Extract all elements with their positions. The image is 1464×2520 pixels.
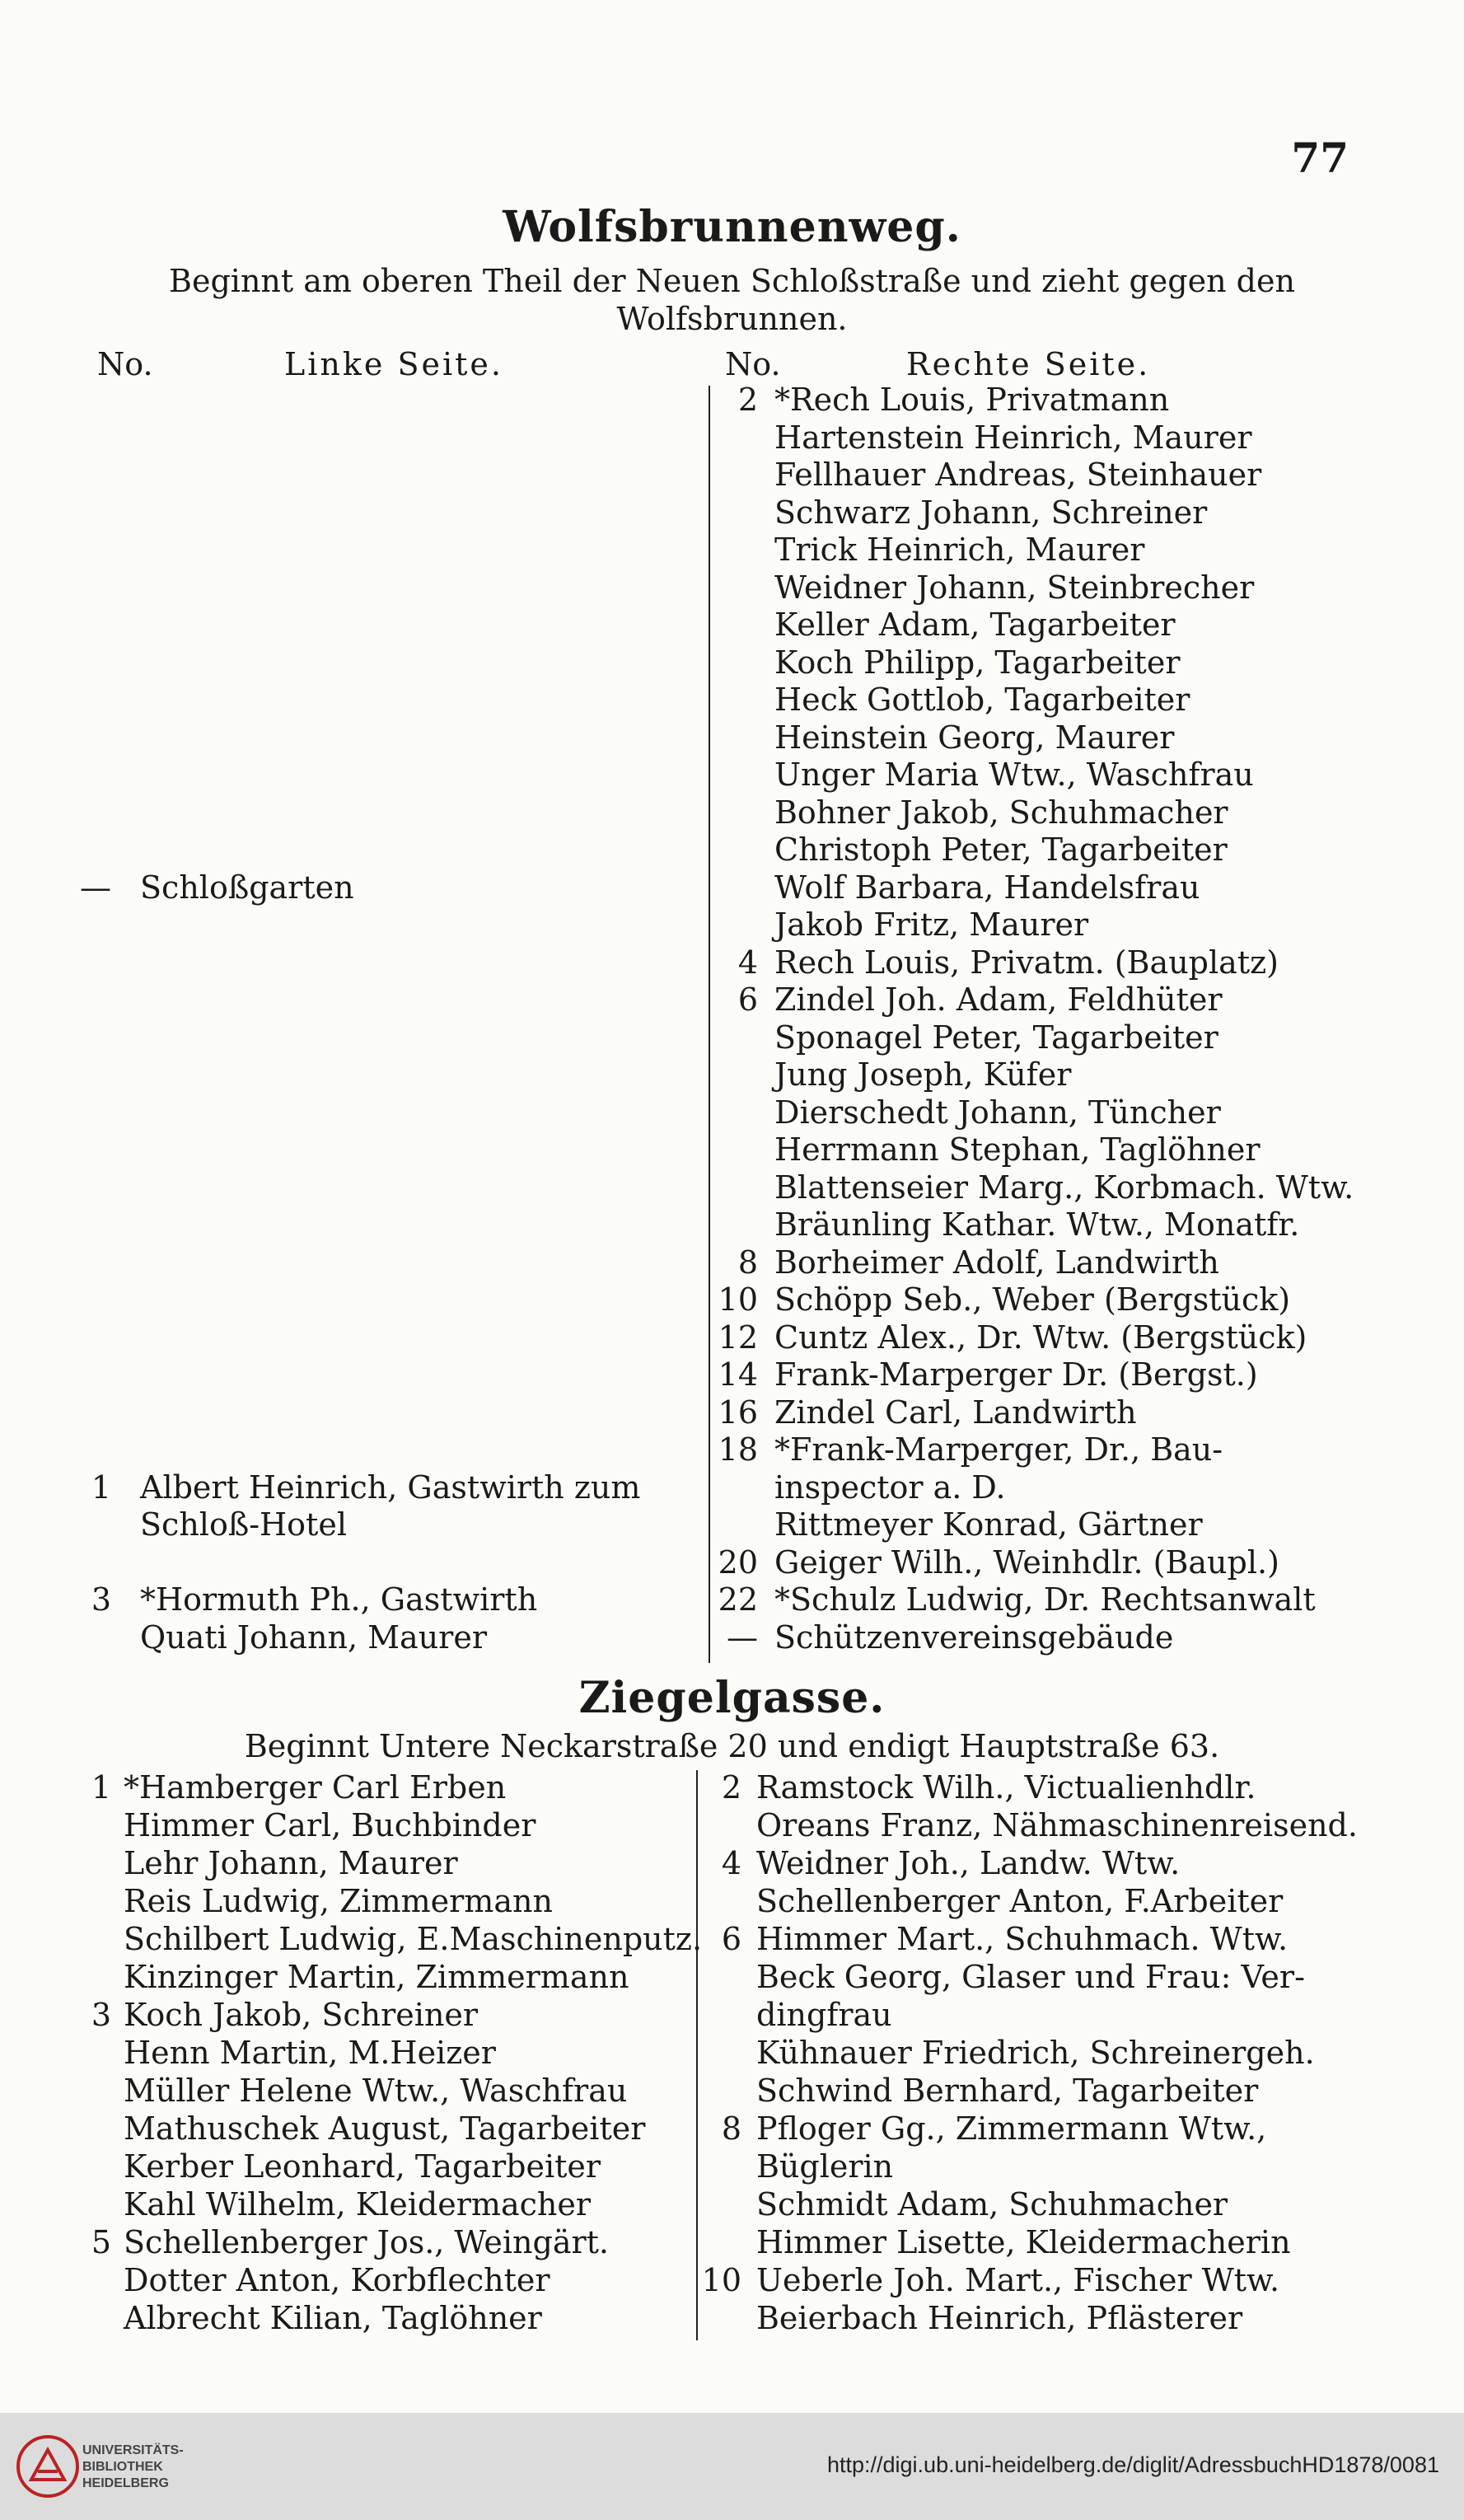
- resident-entry: *Rech Louis, Privatmann: [774, 382, 1170, 418]
- resident-entry: Lehr Johann, Maurer: [124, 1845, 458, 1881]
- house-number: 3: [91, 1581, 111, 1618]
- resident-entry: inspector a. D.: [774, 1468, 1006, 1506]
- house-number: [700, 1882, 741, 1920]
- house-number: [700, 2223, 741, 2261]
- resident-entry: Schloßgarten: [140, 869, 354, 906]
- house-number: [700, 2034, 741, 2072]
- house-number: [717, 831, 758, 869]
- house-number: [700, 2072, 741, 2110]
- house-number: —: [80, 869, 111, 906]
- house-number: [717, 456, 758, 494]
- resident-entry: *Frank-Marperger, Dr., Bau-: [774, 1431, 1223, 1468]
- house-number: [700, 1996, 741, 2034]
- house-number: 8: [737, 1244, 758, 1281]
- page-number: 77: [1291, 133, 1349, 182]
- house-number: [700, 1958, 741, 1996]
- house-number: 14: [718, 1356, 758, 1393]
- resident-entry: Himmer Lisette, Kleidermacherin: [756, 2224, 1291, 2260]
- street-description-ziegelgasse: Beginnt Untere Neckarstraße 20 und endigt Hauptstraße 63.: [244, 1728, 1220, 1764]
- house-number: [717, 1019, 758, 1056]
- house-number: [70, 2185, 111, 2223]
- house-number: 18: [718, 1431, 758, 1468]
- resident-entry: Schwind Bernhard, Tagarbeiter: [756, 2073, 1259, 2109]
- house-number: [717, 906, 758, 944]
- resident-entry: Pfloger Gg., Zimmermann Wtw.,: [756, 2110, 1267, 2147]
- house-number: [70, 1506, 111, 1543]
- house-number: [717, 494, 758, 532]
- house-number: [700, 2185, 741, 2223]
- resident-entry: Himmer Mart., Schuhmach. Wtw.: [756, 1921, 1289, 1957]
- resident-entry: Beck Georg, Glaser und Frau: Ver-: [756, 1959, 1305, 1995]
- resident-entry: Rittmeyer Konrad, Gärtner: [774, 1506, 1203, 1543]
- resident-entry: Büglerin: [756, 2148, 894, 2185]
- column-header-right-side: Rechte Seite.: [906, 346, 1151, 382]
- resident-entry: Schöpp Seb., Weber (Bergstück): [774, 1281, 1291, 1318]
- resident-entry: Henn Martin, M.Heizer: [124, 2035, 496, 2071]
- resident-entry: Koch Philipp, Tagarbeiter: [774, 644, 1181, 681]
- house-number: [717, 1206, 758, 1244]
- library-name-line1: UNIVERSITÄTS-: [82, 2443, 184, 2457]
- resident-entry: Oreans Franz, Nähmaschinenreisend.: [756, 1807, 1358, 1843]
- resident-entry: Albert Heinrich, Gastwirth zum: [140, 1468, 641, 1506]
- house-number: 5: [91, 2224, 111, 2260]
- resident-entry: Unger Maria Wtw., Waschfrau: [774, 756, 1254, 793]
- column-divider: [709, 386, 710, 1663]
- footer-bar: [0, 2413, 1464, 2520]
- resident-entry: Wolf Barbara, Handelsfrau: [774, 869, 1200, 906]
- resident-entry: *Schulz Ludwig, Dr. Rechtsanwalt: [774, 1581, 1316, 1618]
- house-number: [70, 2034, 111, 2072]
- resident-entry: Schellenberger Anton, F.Arbeiter: [756, 1883, 1284, 1919]
- resident-entry: *Hamberger Carl Erben: [124, 1769, 507, 1806]
- house-number: 3: [91, 1997, 111, 2033]
- house-number: 4: [737, 944, 758, 981]
- resident-entry: Bohner Jakob, Schuhmacher: [774, 794, 1228, 831]
- house-number: 22: [718, 1581, 758, 1618]
- resident-entry: Ramstock Wilh., Victualienhdlr.: [756, 1769, 1256, 1806]
- house-number: 2: [737, 382, 758, 418]
- house-number: 10: [701, 2262, 741, 2298]
- house-number: [717, 531, 758, 569]
- resident-entry: Quati Johann, Maurer: [140, 1618, 487, 1656]
- resident-entry: Schloß-Hotel: [140, 1506, 347, 1543]
- column-divider: [696, 1770, 698, 2340]
- house-number: [70, 1844, 111, 1882]
- house-number: [70, 2148, 111, 2185]
- resident-entry: Jakob Fritz, Maurer: [774, 906, 1089, 943]
- resident-entry: Kinzinger Martin, Zimmermann: [124, 1959, 629, 1995]
- resident-entry: Ueberle Joh. Mart., Fischer Wtw.: [756, 2262, 1280, 2298]
- column-header-no-left: No.: [97, 346, 153, 382]
- resident-entry: Fellhauer Andreas, Steinhauer: [774, 457, 1262, 493]
- library-name: [82, 2443, 184, 2492]
- resident-entry: Koch Jakob, Schreiner: [124, 1997, 479, 2033]
- resident-entry: Jung Joseph, Küfer: [774, 1056, 1072, 1093]
- house-number: 2: [721, 1769, 741, 1806]
- house-number: 6: [737, 981, 758, 1018]
- street-description-line2: Wolfsbrunnen.: [616, 301, 848, 337]
- house-number: [70, 2261, 111, 2299]
- house-number: [717, 1094, 758, 1131]
- resident-entry: Kerber Leonhard, Tagarbeiter: [124, 2148, 601, 2185]
- resident-entry: Schmidt Adam, Schuhmacher: [756, 2186, 1228, 2223]
- resident-entry: Blattenseier Marg., Korbmach. Wtw.: [774, 1169, 1354, 1206]
- resident-entry: Cuntz Alex., Dr. Wtw. (Bergstück): [774, 1319, 1307, 1356]
- house-number: [717, 606, 758, 644]
- house-number: [717, 1169, 758, 1206]
- house-number: [717, 719, 758, 756]
- resident-entry: Keller Adam, Tagarbeiter: [774, 607, 1176, 643]
- resident-entry: Dierschedt Johann, Tüncher: [774, 1094, 1221, 1131]
- resident-entry: Heck Gottlob, Tagarbeiter: [774, 682, 1190, 718]
- resident-entry: Bräunling Kathar. Wtw., Monatfr.: [774, 1206, 1300, 1243]
- house-number: [70, 1920, 111, 1958]
- house-number: [70, 2072, 111, 2110]
- resident-entry: dingfrau: [756, 1997, 892, 2033]
- resident-entry: Hartenstein Heinrich, Maurer: [774, 419, 1252, 456]
- resident-entry: Schilbert Ludwig, E.Maschinenputz.: [124, 1921, 703, 1957]
- library-name-line2: BIBLIOTHEK: [82, 2460, 163, 2474]
- resident-entry: Heinstein Georg, Maurer: [774, 719, 1175, 756]
- house-number: [717, 756, 758, 794]
- source-url-link[interactable]: http://digi.ub.uni-heidelberg.de/diglit/AdressbuchHD1878/0081: [826, 2452, 1439, 2477]
- resident-entry: Frank-Marperger Dr. (Bergst.): [774, 1356, 1258, 1393]
- street-title-ziegelgasse: Ziegelgasse.: [578, 1673, 886, 1723]
- house-number: [70, 1806, 111, 1844]
- house-number: 20: [718, 1543, 758, 1581]
- house-number: 8: [721, 2110, 741, 2147]
- house-number: [717, 869, 758, 906]
- house-number: [70, 1958, 111, 1996]
- resident-entry: Dotter Anton, Korbflechter: [124, 2262, 550, 2298]
- house-number: 4: [721, 1845, 741, 1881]
- resident-entry: Borheimer Adolf, Landwirth: [774, 1244, 1219, 1281]
- resident-entry: *Hormuth Ph., Gastwirth: [140, 1581, 538, 1618]
- house-number: [70, 2110, 111, 2148]
- street-description-line1: Beginnt am oberen Theil der Neuen Schloßstraße und zieht gegen den: [169, 263, 1295, 299]
- house-number: 6: [721, 1921, 741, 1957]
- house-number: [717, 1131, 758, 1169]
- column-header-no-right: No.: [725, 346, 781, 382]
- street-title-wolfsbrunnenweg: Wolfsbrunnenweg.: [503, 202, 961, 252]
- house-number: [70, 1618, 111, 1656]
- house-number: [70, 1882, 111, 1920]
- resident-entry: Trick Heinrich, Maurer: [774, 532, 1145, 568]
- resident-entry: Weidner Johann, Steinbrecher: [774, 569, 1255, 606]
- house-number: —: [727, 1618, 758, 1656]
- house-number: [717, 1506, 758, 1543]
- resident-entry: Weidner Joh., Landw. Wtw.: [756, 1845, 1181, 1881]
- house-number: 12: [718, 1319, 758, 1356]
- column-header-left-side: Linke Seite.: [284, 346, 503, 382]
- resident-entry: Himmer Carl, Buchbinder: [124, 1807, 536, 1843]
- resident-entry: Schützenvereinsgebäude: [774, 1618, 1174, 1656]
- resident-entry: Albrecht Kilian, Taglöhner: [124, 2300, 542, 2336]
- resident-entry: Reis Ludwig, Zimmermann: [124, 1883, 553, 1919]
- resident-entry: Kahl Wilhelm, Kleidermacher: [124, 2186, 592, 2223]
- house-number: [717, 569, 758, 607]
- resident-entry: Rech Louis, Privatm. (Bauplatz): [774, 944, 1279, 981]
- house-number: [70, 2299, 111, 2337]
- resident-entry: Zindel Carl, Landwirth: [774, 1393, 1137, 1431]
- library-name-line3: HEIDELBERG: [82, 2476, 169, 2490]
- resident-entry: Geiger Wilh., Weinhdlr. (Baupl.): [774, 1543, 1279, 1581]
- house-number: 1: [91, 1769, 111, 1806]
- resident-entry: Mathuschek August, Tagarbeiter: [124, 2110, 646, 2147]
- house-number: [717, 794, 758, 831]
- resident-entry: Müller Helene Wtw., Waschfrau: [124, 2073, 628, 2109]
- house-number: [717, 419, 758, 457]
- resident-entry: Herrmann Stephan, Taglöhner: [774, 1131, 1261, 1168]
- house-number: [717, 644, 758, 682]
- house-number: [717, 681, 758, 719]
- house-number: [700, 2148, 741, 2185]
- house-number: [717, 1056, 758, 1094]
- house-number: [700, 1806, 741, 1844]
- house-number: 16: [718, 1393, 758, 1431]
- house-number: [717, 1468, 758, 1506]
- resident-entry: Kühnauer Friedrich, Schreinergeh.: [756, 2035, 1315, 2071]
- resident-entry: Sponagel Peter, Tagarbeiter: [774, 1019, 1218, 1056]
- resident-entry: Beierbach Heinrich, Pflästerer: [756, 2300, 1243, 2336]
- resident-entry: Schellenberger Jos., Weingärt.: [124, 2224, 609, 2260]
- resident-entry: Zindel Joh. Adam, Feldhüter: [774, 981, 1223, 1018]
- house-number: [700, 2299, 741, 2337]
- house-number: 10: [718, 1281, 758, 1318]
- resident-entry: Christoph Peter, Tagarbeiter: [774, 831, 1228, 868]
- house-number: 1: [91, 1468, 111, 1506]
- library-logo-icon: [15, 2433, 81, 2499]
- resident-entry: Schwarz Johann, Schreiner: [774, 494, 1208, 531]
